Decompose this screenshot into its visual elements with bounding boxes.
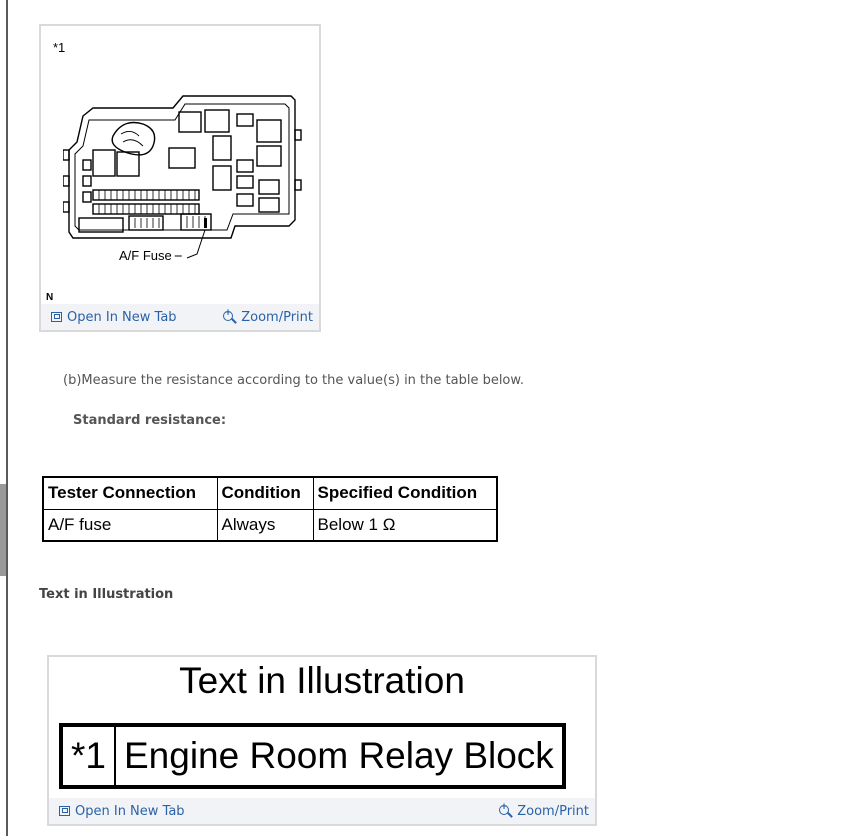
legend-table [59, 723, 566, 789]
figure2-footer [49, 798, 595, 824]
af-fuse-callout [119, 244, 229, 264]
zoom-print-link[interactable] [499, 804, 589, 819]
zoom-print-label: Zoom/Print [517, 803, 589, 819]
left-scrollbar[interactable] [0, 0, 8, 836]
cell-specified-condition: Below 1 Ω [313, 509, 497, 541]
open-new-tab-link[interactable] [51, 310, 177, 325]
figure-relay-block [39, 24, 321, 332]
step-instruction: (b)Measure the resistance according to the value(s) in the table below. [63, 373, 524, 388]
legend-callout: *1 [61, 725, 115, 787]
zoom-icon [499, 805, 512, 818]
open-new-tab-label: Open In New Tab [75, 803, 185, 819]
open-new-tab-icon [59, 806, 70, 816]
cell-condition: Always [217, 509, 313, 541]
scrollbar-thumb[interactable] [0, 484, 6, 576]
zoom-print-label: Zoom/Print [241, 309, 313, 325]
spec-table [42, 476, 498, 542]
header-specified-condition: Specified Condition [313, 477, 497, 509]
header-tester-connection: Tester Connection [43, 477, 217, 509]
table-row [43, 509, 497, 541]
legend-description: Engine Room Relay Block [115, 725, 564, 787]
table-header-row [43, 477, 497, 509]
zoom-icon [223, 311, 236, 324]
figure1-footer [41, 304, 319, 330]
open-new-tab-label: Open In New Tab [67, 309, 177, 325]
header-condition: Condition [217, 477, 313, 509]
section-heading: Text in Illustration [39, 587, 174, 602]
callout-star-label: *1 [53, 40, 66, 55]
zoom-print-link[interactable] [223, 310, 313, 325]
standard-resistance-label: Standard resistance: [73, 413, 227, 428]
open-new-tab-icon [51, 312, 62, 322]
illustration-title: Text in Illustration [179, 660, 465, 701]
figure-text-in-illustration [47, 655, 597, 826]
cell-tester-connection: A/F fuse [43, 509, 217, 541]
af-fuse-label: A/F Fuse [119, 248, 172, 263]
orientation-mark: N [46, 292, 54, 303]
open-new-tab-link[interactable] [59, 804, 185, 819]
legend-row [61, 725, 564, 787]
